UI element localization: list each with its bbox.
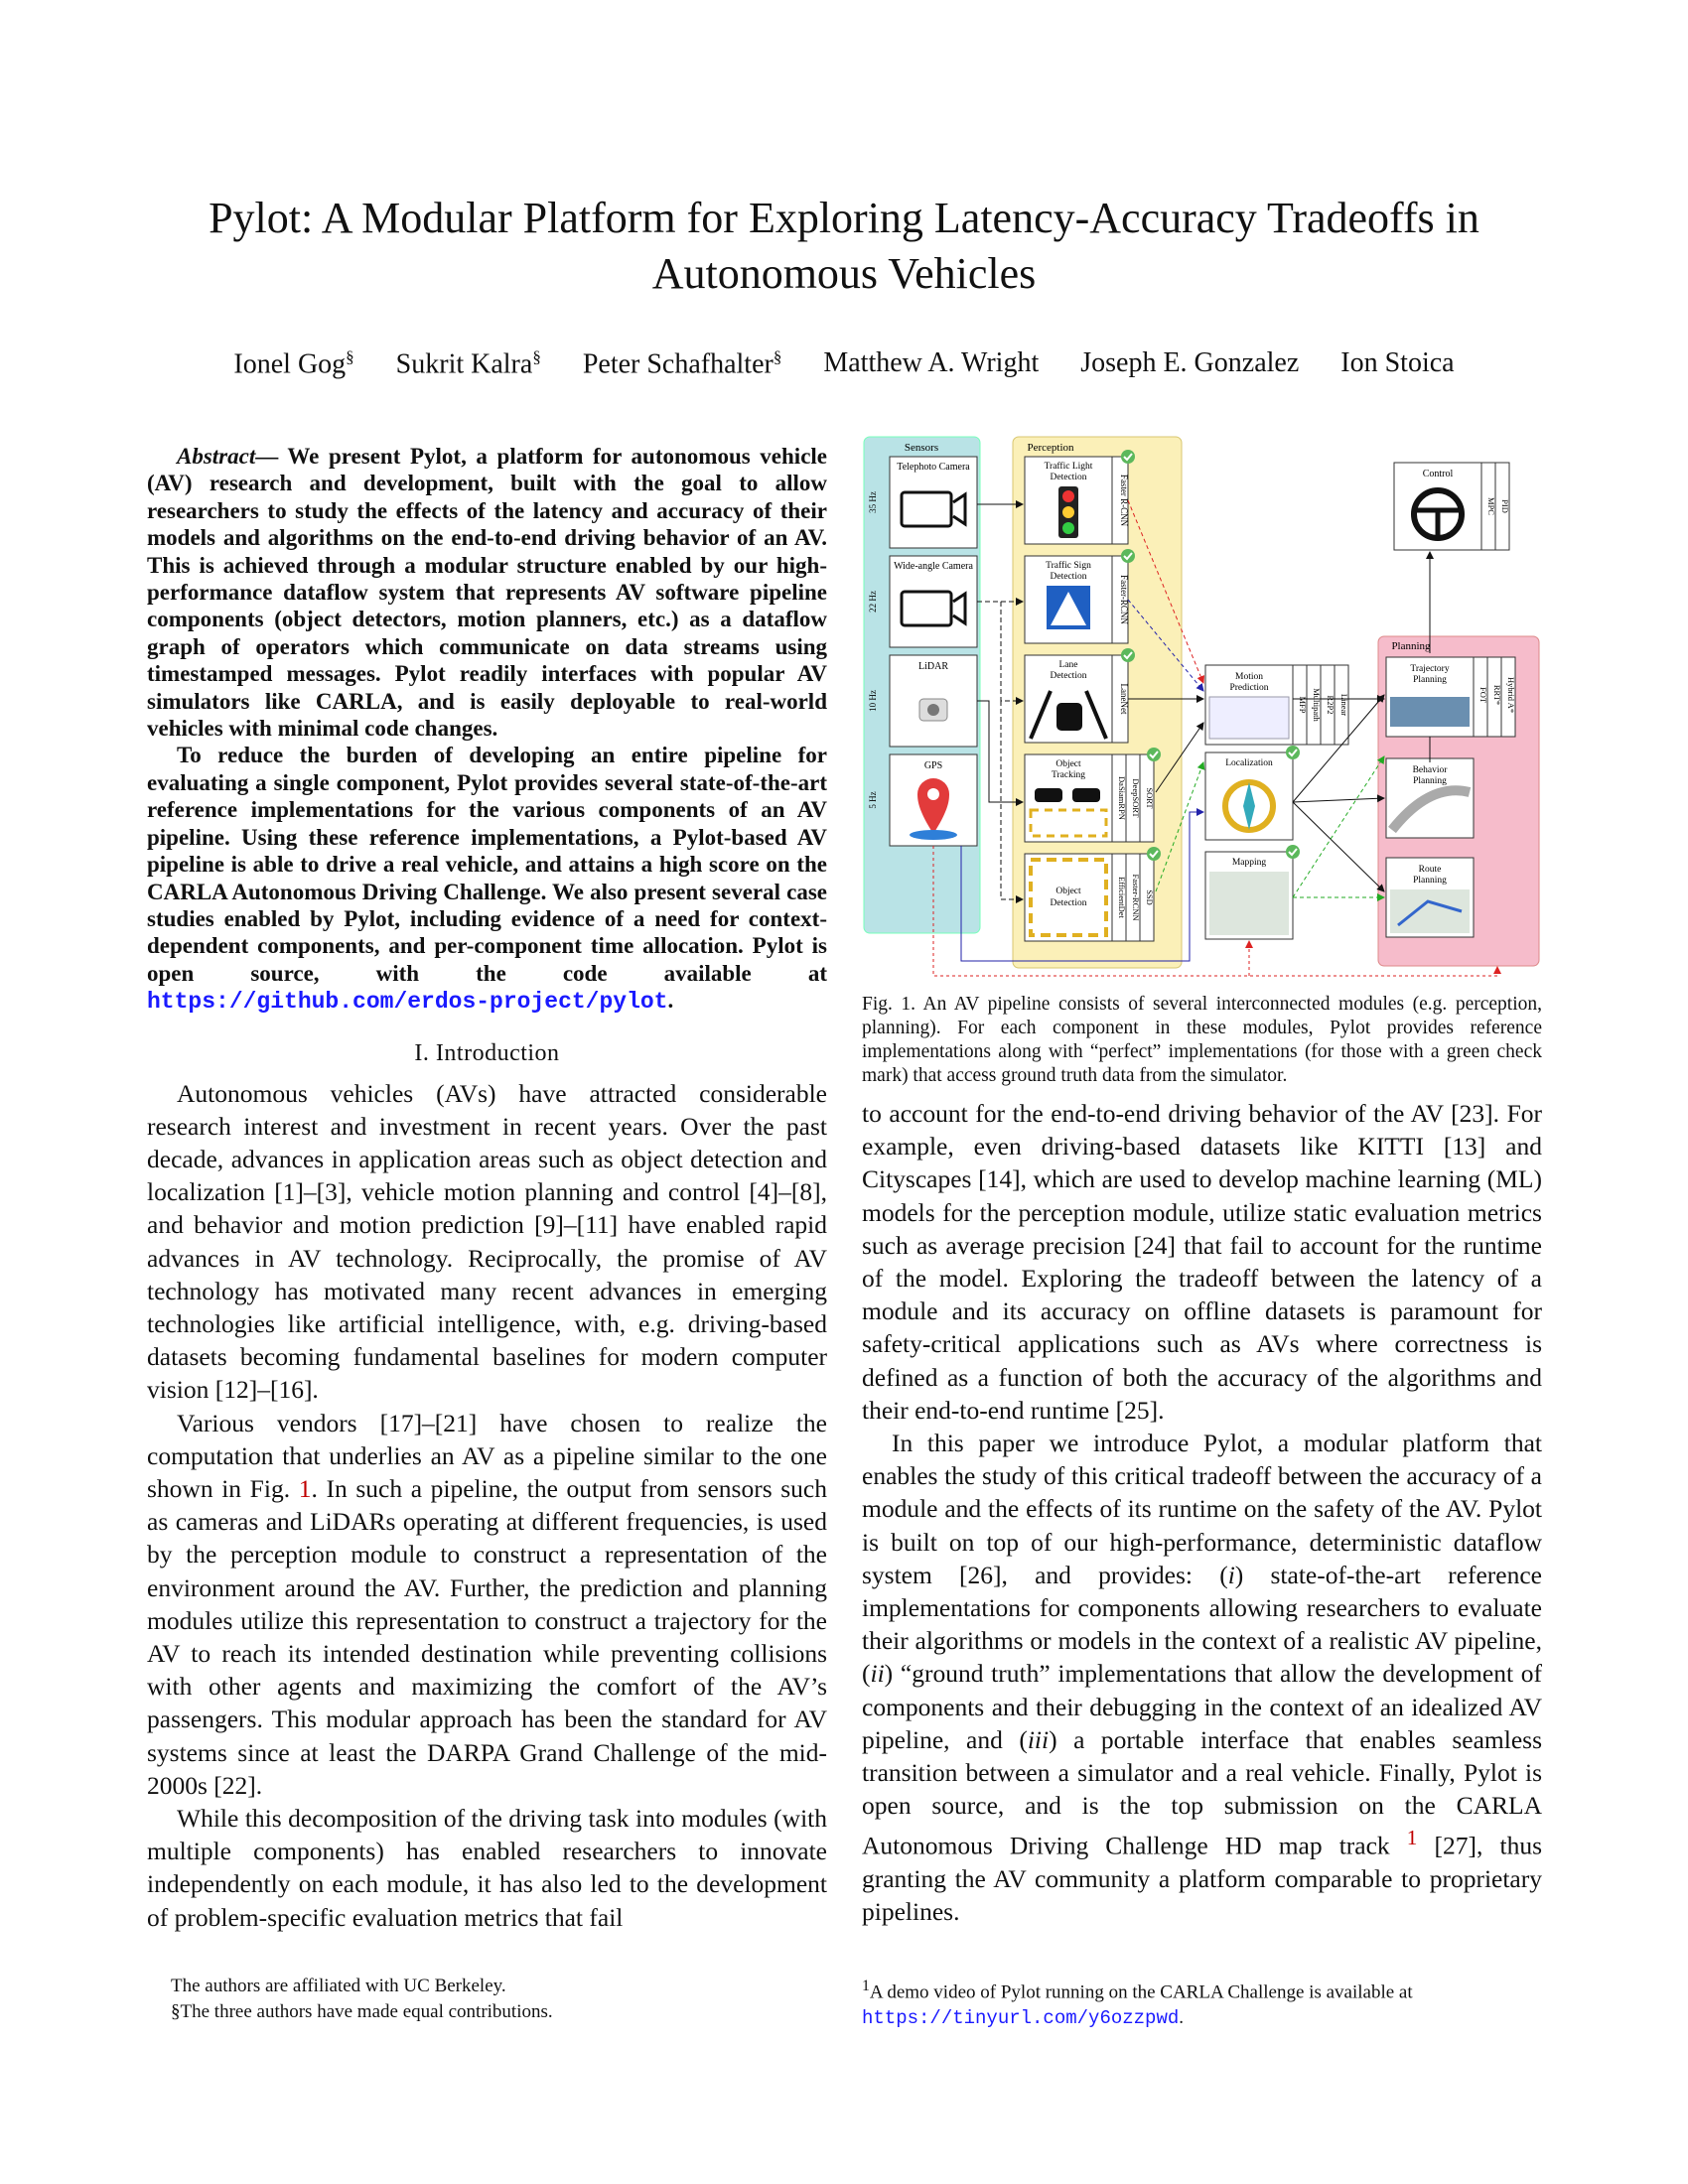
svg-text:Motion: Motion <box>1235 672 1263 682</box>
author: Peter Schafhalter§ <box>582 347 782 380</box>
svg-text:EfficientDet: EfficientDet <box>1117 877 1127 918</box>
footnote-right: $^1$A demo video of Pylot running on the CARLA Challenge is available at https://tinyurl.com/y6ozzpwd. <box>862 1978 1413 2030</box>
figure-ref-link[interactable]: 1 <box>298 1473 312 1503</box>
figure-caption: Fig. 1. An AV pipeline consists of several interconnected modules (e.g. perception, planning). For each component in these modules, Pylot provides reference implementations along with “perfect” implementations (for those with a green check mark) that access ground truth data from the simulator. <box>862 994 1542 1086</box>
pipeline-figure <box>862 435 1542 981</box>
svg-text:Prediction: Prediction <box>1229 683 1269 693</box>
svg-text:Behavior: Behavior <box>1412 765 1448 775</box>
footnote: §The three authors have made equal contributions. <box>171 2001 553 2022</box>
object-detection <box>1025 847 1161 941</box>
svg-text:Linear: Linear <box>1339 693 1349 717</box>
svg-text:SSD: SSD <box>1145 889 1155 905</box>
svg-text:Detection: Detection <box>1050 473 1087 482</box>
svg-text:Planning: Planning <box>1413 876 1447 886</box>
paragraph: to account for the end-to-end driving behavior of the AV [23]. For example, even driving-based datasets like KITTI [13] and Cityscapes [14], which are used to develop machine learning (ML) models for the perception module, utilize static evaluation metrics such as average precision [24] that fail to account for the runtime of the model. Exploring the tradeoff between the latency of a module and its accuracy on offline datasets is paramount for safety-critical applications such as AVs where correctness is defined as a function of both the accuracy of the algorithms and their end-to-end runtime [25]. <box>862 1099 1542 1425</box>
svg-text:RRT*: RRT* <box>1492 684 1502 706</box>
svg-text:LaneNet: LaneNet <box>1119 683 1129 715</box>
traffic-light-detection <box>1025 450 1135 544</box>
left-column <box>147 443 827 1934</box>
localization <box>1205 746 1300 840</box>
svg-text:GPS: GPS <box>923 760 943 771</box>
svg-text:Trajectory: Trajectory <box>1410 664 1450 674</box>
svg-text:Detection: Detection <box>1050 671 1087 681</box>
svg-text:Object: Object <box>1055 887 1081 896</box>
planning-title: Planning <box>1391 640 1431 652</box>
svg-text:Mapping: Mapping <box>1231 858 1267 868</box>
abstract: Abstract— We present Pylot, a platform for autonomous vehicle (AV) research and development, built with the goal to allow researchers to study the effects of the latency and accuracy of their models and algorithms on the end-to-end driving behavior of an AV. This is achieved through a modular structure enabled by our high-performance dataflow system that represents AV software pipeline components (object detectors, motion planners, etc.) as a dataflow graph of operators which communicate on data streams using timestamped messages. Pylot readily interfaces with popular AV simulators like CARLA, and is easily deployable to real-world vehicles with minimal code changes. To reduce the burden of developing an entire pipeline for evaluating a single component, Pylot provides several state-of-the-art reference implementations for the various components of an AV pipeline. Using these reference implementations, a Pylot-based AV pipeline is able to drive a real vehicle, and attains a high score on the CARLA Autonomous Driving Challenge. We also present several case studies enabled by Pylot, including evidence of a need for context-dependent components, and per-component time allocation. Pylot is open source, with the code available at https://github.com/erdos-project/pylot. <box>147 444 827 1016</box>
svg-text:Planning: Planning <box>1413 776 1447 786</box>
paragraph: In this paper we introduce Pylot, a modular platform that enables the study of this critical tradeoff between the accuracy of a module and the effects of its runtime on the safety of the AV. Pylot is built on top of our high-performance, deterministic dataflow system [26], and provides: (i) state-of-the-art reference implementations for components allowing researchers to evaluate their algorithms or models in the context of a realistic AV pipeline, (ii) “ground truth” implementations that allow the development of components and their debugging in the context of an idealized AV pipeline, and (iii) a portable interface that enables seamless transition between a simulator and a real vehicle. Finally, Pylot is open source, and is the top submission on the CARLA Autonomous Driving Challenge HD map track $^1$ [27], thus granting the AV community a platform comparable to proprietary pipelines. <box>862 1429 1542 1927</box>
author: Matthew A. Wright <box>823 347 1040 378</box>
svg-text:LiDAR: LiDAR <box>918 661 948 672</box>
route-planning <box>1386 858 1474 937</box>
paper-title: Pylot: A Modular Platform for Exploring Latency-Accuracy Tradeoffs in Autonomous Vehicles <box>209 194 1479 298</box>
svg-text:Planning: Planning <box>1413 675 1447 685</box>
svg-text:Route: Route <box>1418 865 1442 875</box>
svg-text:Faster-RCNN: Faster-RCNN <box>1119 575 1129 624</box>
motion-prediction <box>1205 665 1349 745</box>
svg-text:Multipath: Multipath <box>1312 688 1322 722</box>
author: Ion Stoica <box>1340 347 1455 378</box>
control <box>1394 463 1510 550</box>
svg-text:Control: Control <box>1422 469 1454 479</box>
lane-detection <box>1025 648 1135 743</box>
paragraph: Autonomous vehicles (AVs) have attracted considerable research interest and investment in recent years. Over the past decade, advances in application areas such as object detection and localization [1]–[3], vehicle motion planning and control [4]–[8], and behavior and motion prediction [9]–[11] have enabled rapid advances in AV technology. Reciprocally, the promise of AV technology has motivated many recent advances in emerging technologies like artificial intelligence, with, e.g. driving-based datasets becoming fundamental baselines for modern computer vision [12]–[16]. <box>147 1078 827 1405</box>
svg-text:Telephoto Camera: Telephoto Camera <box>897 462 970 473</box>
mapping <box>1205 845 1300 939</box>
svg-text:Detection: Detection <box>1050 898 1087 908</box>
check-icon <box>1121 549 1135 563</box>
svg-text:Hybrid A*: Hybrid A* <box>1506 676 1516 714</box>
svg-text:10 Hz: 10 Hz <box>868 690 878 712</box>
svg-text:Faster R-CNN: Faster R-CNN <box>1119 474 1129 527</box>
svg-text:MFP: MFP <box>1298 696 1308 714</box>
check-icon <box>1147 748 1161 761</box>
svg-text:Tracking: Tracking <box>1052 770 1085 780</box>
paragraph: While this decomposition of the driving task into modules (with multiple components) has enabled researchers to innovate independently on each module, it has also led to the development of problem-specific evaluation metrics that fail <box>147 1804 827 1932</box>
svg-text:FOT: FOT <box>1478 686 1488 704</box>
check-icon <box>1147 847 1161 861</box>
behavior-planning <box>1386 758 1474 838</box>
svg-text:35 Hz: 35 Hz <box>868 491 878 513</box>
trajectory-planning <box>1386 657 1516 737</box>
svg-text:Detection: Detection <box>1050 572 1087 582</box>
check-icon <box>1121 450 1135 464</box>
svg-text:22 Hz: 22 Hz <box>868 591 878 613</box>
svg-text:Traffic Light: Traffic Light <box>1044 462 1093 472</box>
right-column <box>862 1097 1542 1929</box>
svg-text:Localization: Localization <box>1225 758 1273 768</box>
svg-text:Traffic Sign: Traffic Sign <box>1046 561 1091 571</box>
object-tracking <box>1025 748 1161 842</box>
svg-text:Lane: Lane <box>1058 660 1078 670</box>
svg-text:Wide-angle Camera: Wide-angle Camera <box>894 561 973 572</box>
footnote-ref-link[interactable]: 1 <box>1406 1826 1418 1850</box>
perception-title: Perception <box>1027 442 1074 454</box>
paragraph: Various vendors [17]–[21] have chosen to realize the computation that underlies an AV as a pipeline similar to the one shown in Fig. 1. In such a pipeline, the output from sensors such as cameras and LiDARs operating at different frequencies, is used by the perception module to construct a representation of the environment around the AV. Further, the prediction and planning modules utilize this representation to construct a trajectory for the AV to reach its intended destination while preventing collisions with other agents and maximizing the comfort of the AV’s passengers. This modular approach has been the standard for AV systems since at least the DARPA Grand Challenge of the mid-2000s [22]. <box>147 1408 827 1800</box>
svg-text:MPC: MPC <box>1486 497 1496 515</box>
svg-text:Faster-RCNN: Faster-RCNN <box>1131 874 1141 921</box>
author: Ionel Gog§ <box>233 347 354 380</box>
author: Joseph E. Gonzalez <box>1080 347 1300 378</box>
author: Sukrit Kalra§ <box>395 347 541 380</box>
svg-text:PID: PID <box>1500 499 1510 513</box>
check-icon <box>1286 845 1300 859</box>
github-link[interactable]: https://github.com/erdos-project/pylot <box>147 989 668 1016</box>
author-list <box>149 347 1539 380</box>
intro-body <box>147 1077 827 1934</box>
check-icon <box>1121 648 1135 662</box>
svg-text:5 Hz: 5 Hz <box>868 791 878 809</box>
footnote: The authors are affiliated with UC Berkeley. <box>171 1976 506 1996</box>
sensors-title: Sensors <box>904 442 939 454</box>
svg-text:R2P2: R2P2 <box>1326 695 1336 715</box>
section-heading: I. Introduction <box>414 1039 560 1066</box>
svg-text:DeepSORT: DeepSORT <box>1131 778 1141 818</box>
check-icon <box>1286 746 1300 759</box>
demo-video-link[interactable]: https://tinyurl.com/y6ozzpwd <box>862 2007 1180 2030</box>
abstract-label: Abstract <box>177 444 256 469</box>
traffic-sign-detection <box>1025 549 1135 643</box>
svg-text:Object: Object <box>1055 759 1081 769</box>
svg-text:SORT: SORT <box>1145 787 1155 809</box>
footnotes-left <box>171 1974 826 2025</box>
svg-text:DaSiamRPN: DaSiamRPN <box>1117 776 1127 820</box>
